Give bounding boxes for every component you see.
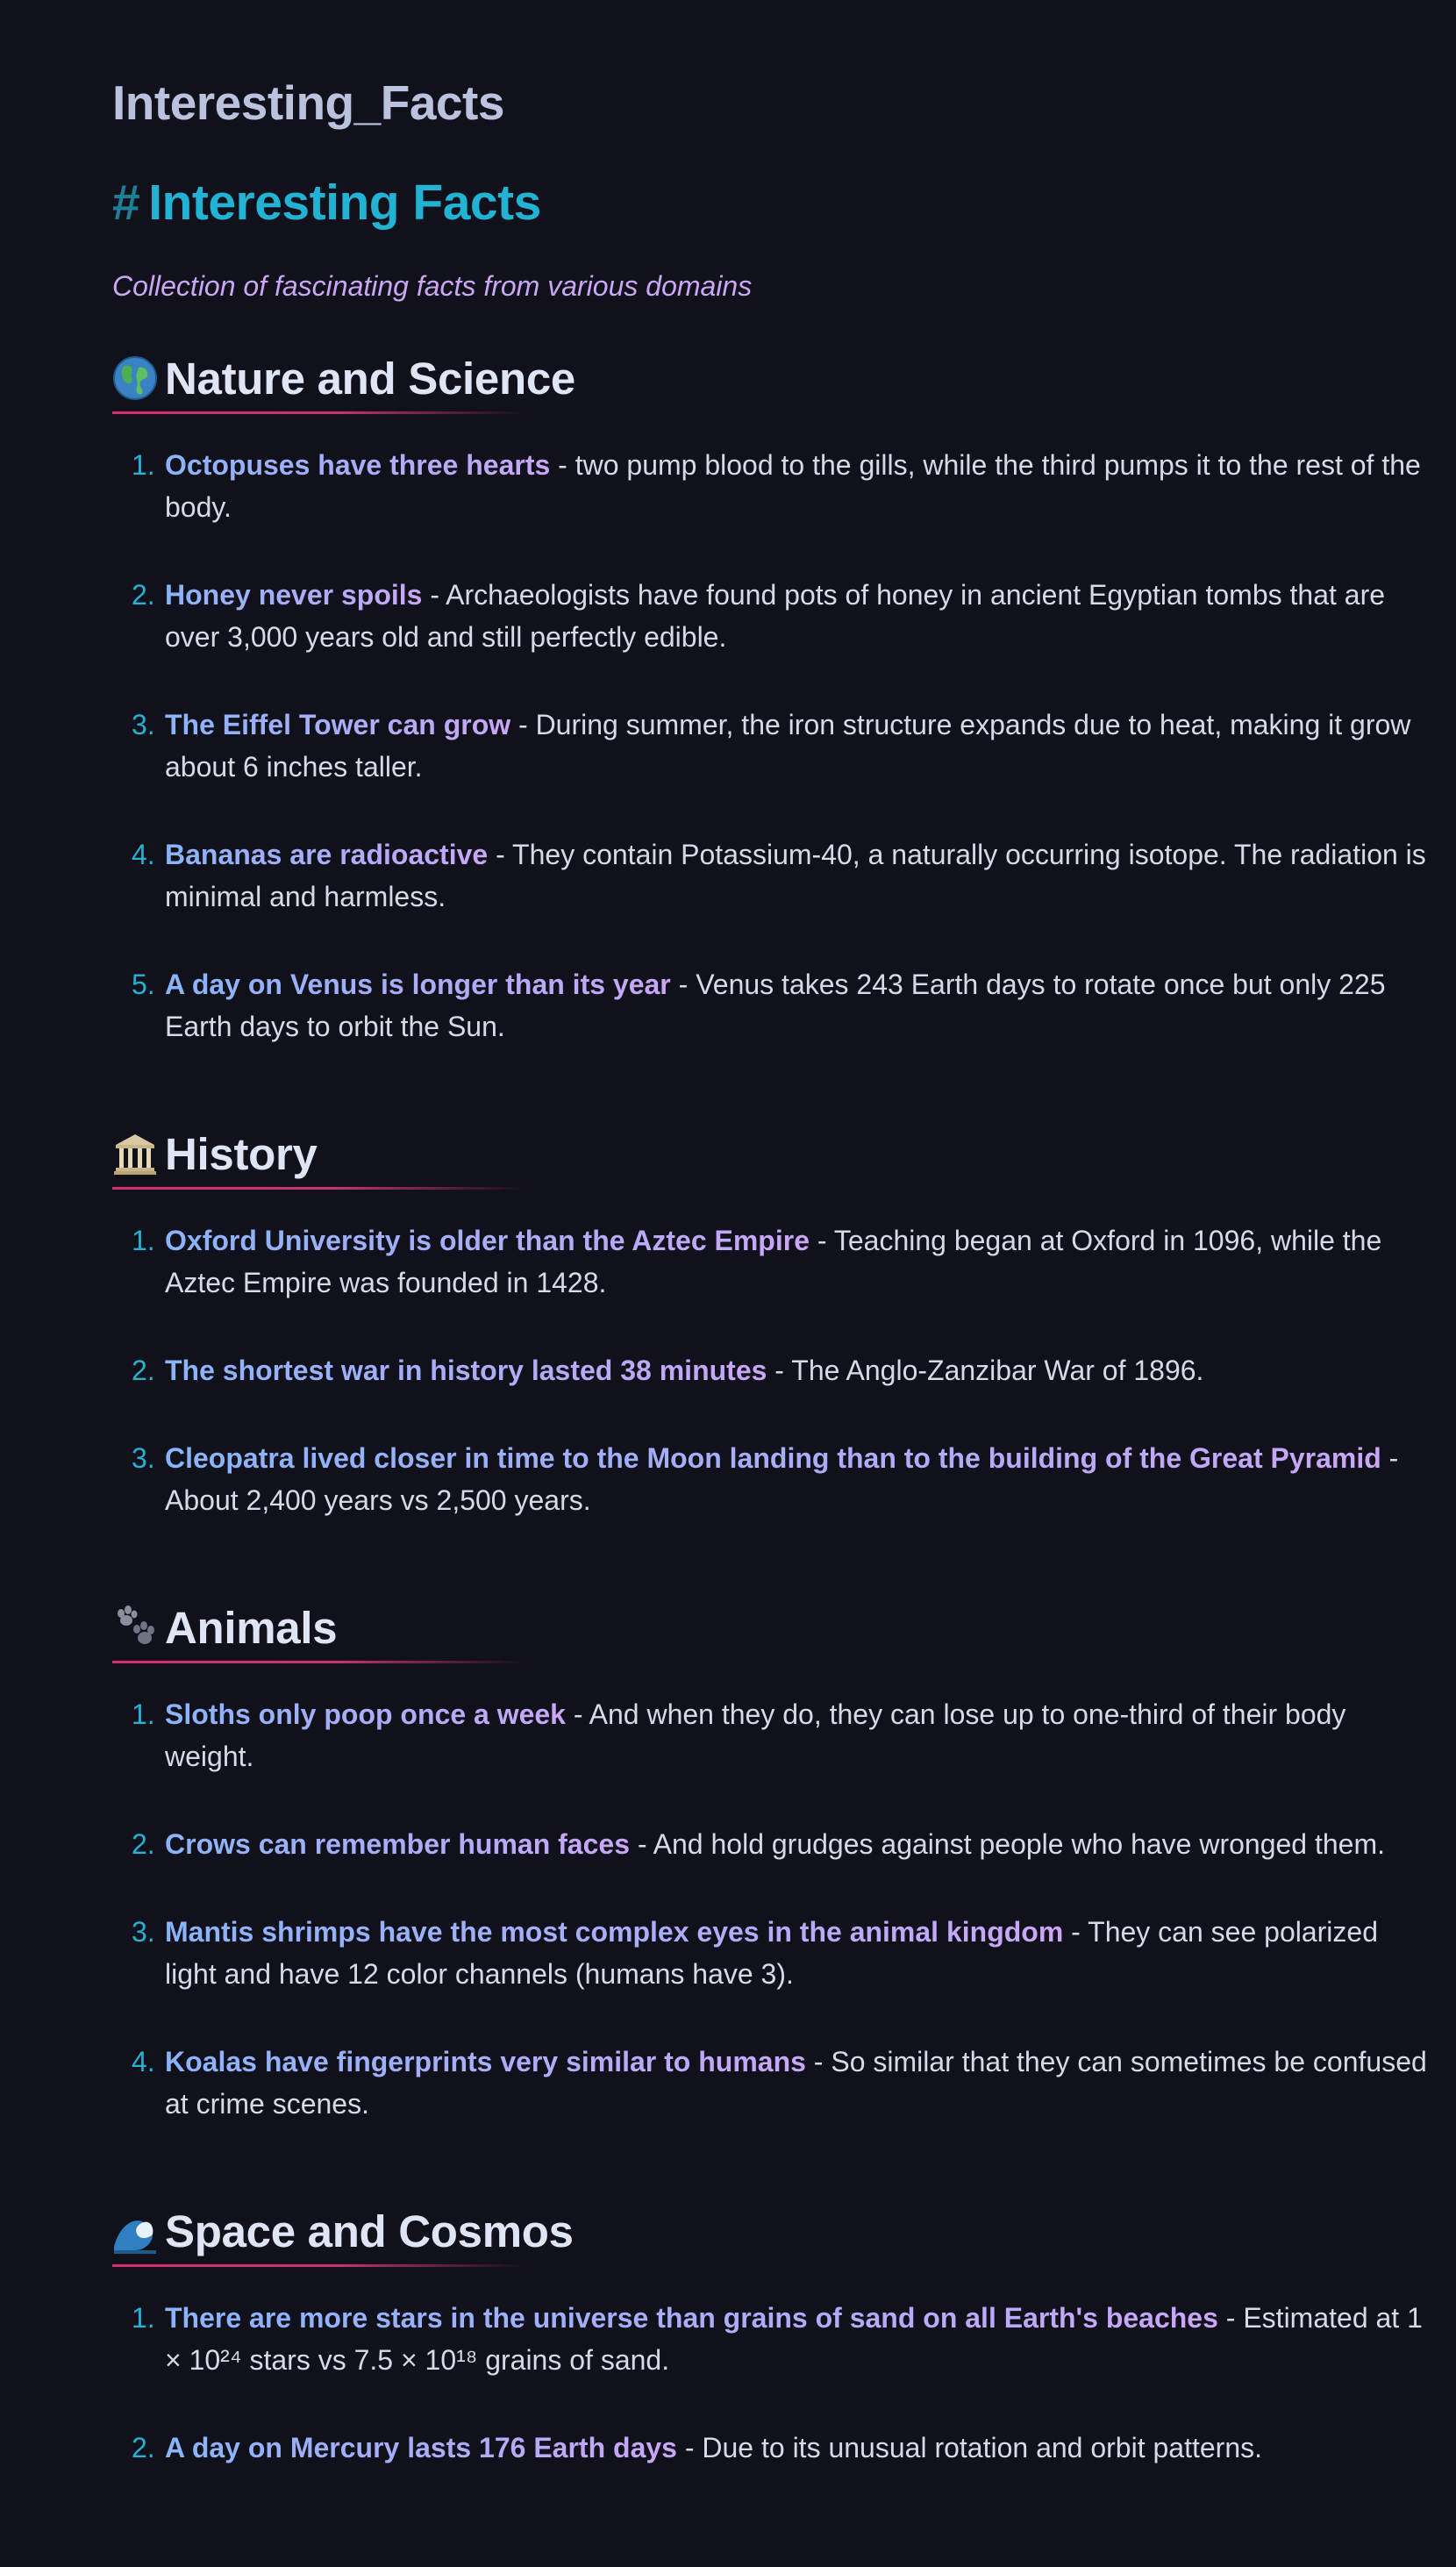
list-number: 2. — [132, 2432, 155, 2463]
fact-body: - They contain Potassium-40, a naturally occurring isotope. The radiation is minimal and harmless. — [165, 839, 1426, 912]
list-number: 1. — [132, 2302, 155, 2334]
fact-body: - The Anglo-Zanzibar War of 1896. — [767, 1355, 1204, 1386]
water-wave-icon — [112, 2208, 158, 2254]
section-underline — [112, 411, 525, 414]
fact-list — [112, 444, 1426, 1048]
section-underline — [112, 2264, 525, 2267]
fact-body: - So similar that they can sometimes be confused at crime scenes. — [165, 2046, 1427, 2120]
list-item — [112, 2041, 1428, 2125]
document — [112, 0, 1427, 2469]
fact-title: Koalas have fingerprints very similar to humans — [165, 2046, 806, 2077]
section-underline — [112, 1187, 525, 1190]
fact-title: Mantis shrimps have the most complex eyes in the animal kingdom — [165, 1916, 1064, 1948]
section-space-and-cosmos — [112, 2200, 1423, 2469]
fact-body: - two pump blood to the gills, while the third pumps it to the rest of the body. — [165, 449, 1421, 523]
heading-hash-mark: # — [112, 175, 140, 231]
fact-title: Sloths only poop once a week — [165, 1698, 566, 1730]
fact-title: Cleopatra lived closer in time to the Moon landing than to the building of the Great Pyramid — [165, 1442, 1381, 1474]
fact-list — [112, 2297, 1423, 2469]
fact-body: - And hold grudges against people who have wronged them. — [629, 1828, 1386, 1860]
section-history — [112, 1123, 1399, 1521]
list-number: 1. — [132, 1698, 155, 1730]
list-item — [112, 1349, 1428, 1391]
fact-title: Octopuses have three hearts — [165, 449, 551, 481]
page-subtitle: Collection of fascinating facts from various domains — [112, 270, 753, 302]
list-number: 2. — [132, 1828, 155, 1860]
list-number: 1. — [132, 1225, 155, 1256]
fact-body: - They can see polarized light and have 12 color channels (humans have 3). — [165, 1916, 1378, 1990]
globe-icon — [112, 355, 158, 401]
section-heading-text: History — [165, 1128, 318, 1179]
paw-prints-icon — [112, 1605, 158, 1650]
file-title: Interesting_Facts — [112, 75, 504, 130]
classical-building-icon — [112, 1131, 158, 1176]
fact-title: Oxford University is older than the Aztec Empire — [165, 1225, 810, 1256]
list-number: 4. — [132, 2046, 155, 2077]
fact-title: A day on Venus is longer than its year — [165, 969, 671, 1000]
list-number: 1. — [132, 449, 155, 481]
section-animals — [112, 1597, 1427, 2125]
fact-title: The Eiffel Tower can grow — [165, 709, 511, 740]
list-item — [112, 1693, 1428, 1777]
list-number: 3. — [132, 1442, 155, 1474]
list-number: 3. — [132, 1916, 155, 1948]
section-heading — [112, 347, 1340, 409]
list-item — [112, 833, 1428, 918]
section-heading — [112, 1123, 1340, 1184]
fact-list — [112, 1693, 1427, 2125]
fact-body: - During summer, the iron structure expands due to heat, making it grow about 6 inches taller. — [165, 709, 1411, 783]
list-number: 2. — [132, 579, 155, 611]
list-item — [112, 2297, 1428, 2381]
fact-body: - Estimated at 1 × 10²⁴ stars vs 7.5 × 10¹⁸ grains of sand. — [165, 2302, 1423, 2376]
section-heading — [112, 1597, 1340, 1658]
section-underline — [112, 1661, 525, 1663]
list-item — [112, 574, 1428, 658]
section-heading-text: Nature and Science — [165, 353, 575, 404]
list-item — [112, 1911, 1428, 1995]
list-number: 2. — [132, 1355, 155, 1386]
list-item — [112, 444, 1428, 528]
list-number: 3. — [132, 709, 155, 740]
fact-body: - Archaeologists have found pots of honey in ancient Egyptian tombs that are over 3,000 years old and still perfectly edible. — [165, 579, 1386, 653]
list-item — [112, 1823, 1428, 1865]
list-item — [112, 2427, 1428, 2469]
section-heading-text: Animals — [165, 1602, 338, 1653]
list-item — [112, 1437, 1428, 1521]
fact-body: - Teaching began at Oxford in 1096, while the Aztec Empire was founded in 1428. — [165, 1225, 1382, 1298]
fact-title: A day on Mercury lasts 176 Earth days — [165, 2432, 677, 2463]
fact-title: Bananas are radioactive — [165, 839, 489, 870]
fact-body: - Due to its unusual rotation and orbit patterns. — [676, 2432, 1262, 2463]
page-title — [112, 172, 1340, 233]
fact-title: The shortest war in history lasted 38 minutes — [165, 1355, 767, 1386]
fact-body: - About 2,400 years vs 2,500 years. — [165, 1442, 1399, 1516]
page-title-text: Interesting Facts — [148, 175, 541, 231]
fact-list — [112, 1219, 1399, 1521]
list-item — [112, 963, 1428, 1048]
section-nature-and-science — [112, 347, 1426, 1048]
list-item — [112, 704, 1428, 788]
fact-body: - Venus takes 243 Earth days to rotate once but only 225 Earth days to orbit the Sun. — [165, 969, 1386, 1042]
fact-title: Honey never spoils — [165, 579, 423, 611]
section-heading-text: Space and Cosmos — [165, 2206, 574, 2256]
list-item — [112, 1219, 1428, 1304]
fact-body: - And when they do, they can lose up to one-third of their body weight. — [165, 1698, 1346, 1772]
section-heading — [112, 2200, 1340, 2262]
list-number: 5. — [132, 969, 155, 1000]
list-number: 4. — [132, 839, 155, 870]
fact-title: There are more stars in the universe than grains of sand on all Earth's beaches — [165, 2302, 1218, 2334]
fact-title: Crows can remember human faces — [165, 1828, 630, 1860]
